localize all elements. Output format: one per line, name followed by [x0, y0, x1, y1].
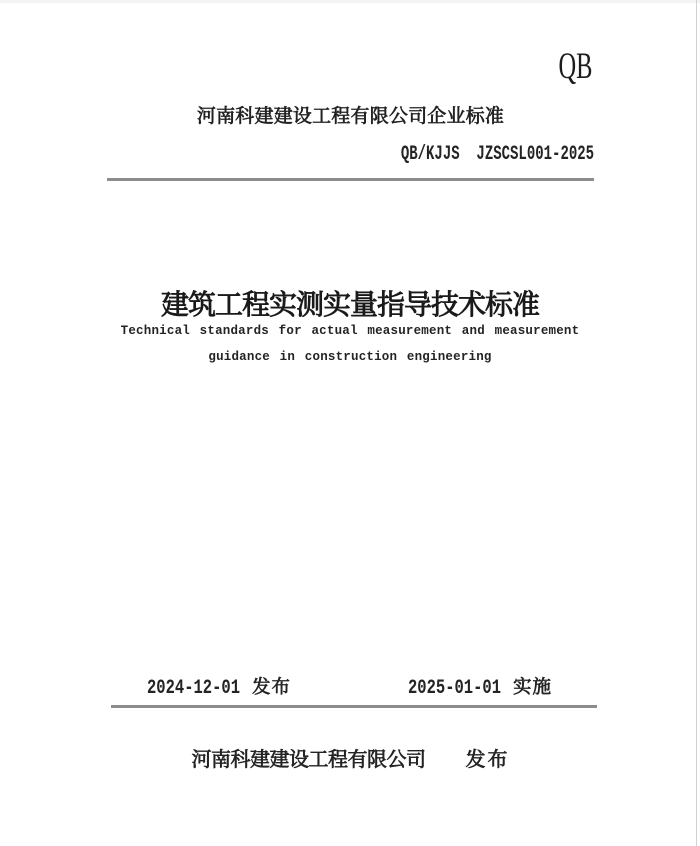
header-divider-rule — [107, 178, 594, 181]
implement-date: 2025-01-01 — [408, 677, 502, 700]
implement-date-label: 实施 — [513, 678, 553, 698]
standard-number-row — [107, 144, 594, 166]
enterprise-standard-heading: 河南科建建设工程有限公司企业标准 — [196, 106, 505, 127]
document-title-en-line1: Technical standards for actual measurement and measurement — [120, 324, 580, 338]
footer-divider-rule — [111, 705, 597, 708]
document-title-en-line2: guidance in construction engineering — [208, 350, 492, 364]
document-title-zh: 建筑工程实测实量指导技术标准 — [160, 290, 539, 321]
issue-date: 2024-12-01 — [147, 677, 241, 700]
publisher-name: 河南科建建设工程有限公司 — [191, 749, 426, 771]
standard-number: QB/KJJS JZSCSL001-2025 — [400, 143, 594, 166]
implement-date-block — [408, 673, 552, 700]
qb-standard-mark: QB — [558, 46, 592, 87]
publish-action-label: 发布 — [465, 749, 510, 771]
publisher-row — [107, 743, 594, 772]
page-top-edge — [0, 0, 700, 3]
issue-date-label: 发布 — [252, 678, 292, 698]
page-right-edge — [696, 0, 697, 846]
issue-date-block — [147, 673, 291, 700]
